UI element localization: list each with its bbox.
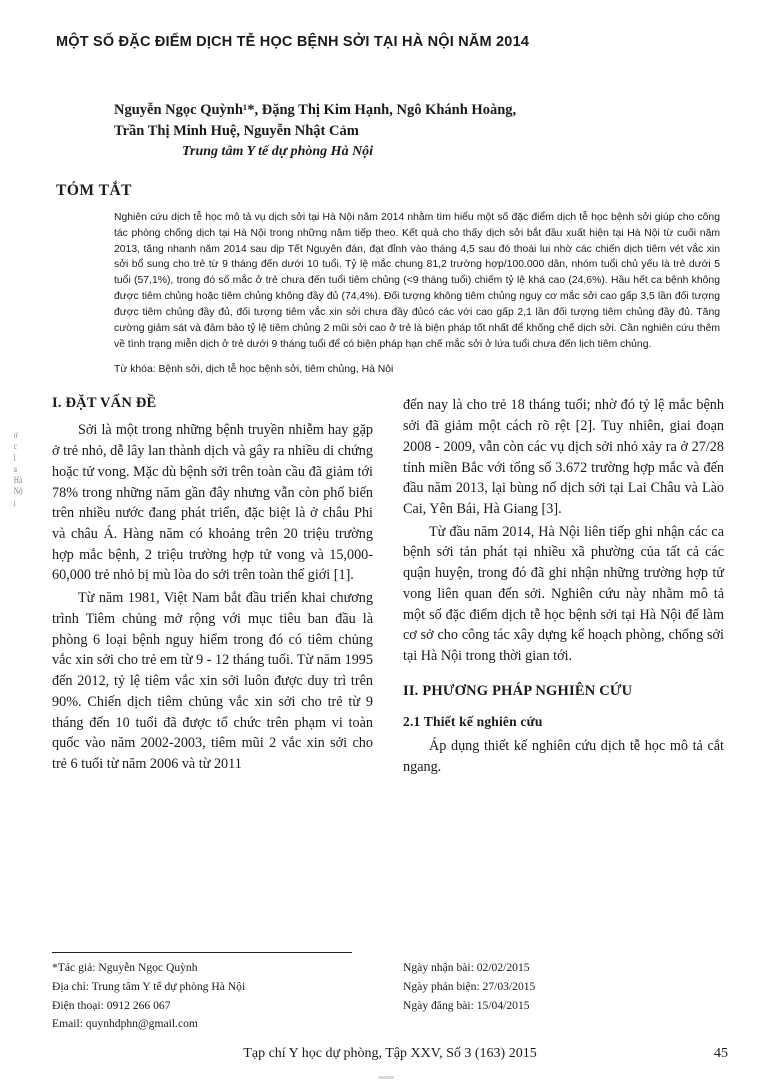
edge-mark: ơ: [13, 430, 18, 440]
author-affiliation: Trung tâm Y tế dự phòng Hà Nội: [182, 144, 374, 160]
footnote-line: Ngày nhận bài: 02/02/2015: [403, 961, 530, 974]
article-content: [52, 30, 724, 779]
scan-artifact: [378, 1076, 394, 1079]
section-heading-2: II. PHƯƠNG PHÁP NGHIÊN CỨU: [403, 682, 633, 699]
paragraph: Sởi là một trong những bệnh truyền nhiễm hay gặp ở trẻ nhỏ, dễ lây lan thành dịch và gây ra nhiều di chứng hoặc tử vong. Mặc dù bệnh sởi trên toàn cầu đã giảm tới 78% trong những năm gần đây nhưng vẫn còn phổ biến trên nhiều nước đang phát triển, đặc biệt là ở châu Phi và châu Á. Hàng năm có khoảng trên 20 triệu trường hợp mắc bệnh, 2 triệu trường hợp tử vong và 15,000-60,000 trẻ nhỏ bị mù lòa do sởi trên toàn thế giới [1].: [52, 422, 373, 584]
edge-mark: l: [13, 452, 16, 463]
page-edge-artifacts: [12, 430, 30, 509]
edge-mark: Nộ: [13, 486, 23, 497]
edge-mark: c: [13, 441, 17, 452]
keywords: Từ khóa: Bệnh sởi, dịch tễ học bệnh sởi, tiêm chủng, Hà Nội: [114, 364, 394, 376]
author-line-1: Nguyễn Ngọc Quỳnh¹*, Đặng Thị Kim Hạnh, Ngô Khánh Hoàng,: [114, 102, 517, 118]
paragraph: đến nay là cho trẻ 18 tháng tuổi; nhờ đó tỷ lệ mắc bệnh sởi đã giảm một cách rõ rệt [2]. Tuy nhiên, giai đoạn 2008 - 2009, vẫn còn các vụ dịch sởi nhỏ xảy ra ở 27/28 tỉnh miền Bắc với tổng số 3.672 trường hợp mắc và đến đầu năm 2013, lại bùng nổ dịch sởi tại Lai Châu và Lào Cai, Yên Bái, Hà Giang [3].: [403, 397, 724, 518]
footnote-line: *Tác giả: Nguyễn Ngọc Quỳnh: [52, 961, 198, 974]
author-line-2: Trần Thị Minh Huệ, Nguyễn Nhật Cảm: [114, 123, 359, 140]
paragraph: Từ đầu năm 2014, Hà Nội liên tiếp ghi nhận các ca bệnh sởi tản phát tại nhiều xã phường của tất cả các quận huyện, trong đó đã ghi nhận những trường hợp tử vong liên quan đến sởi. Nghiên cứu này nhằm mô tả một số đặc điểm dịch tễ học bệnh sởi tại Hà Nội để làm cơ sở cho công tác xây dựng kế hoạch phòng, chống sởi tại Hà Nội trong thời gian tới.: [403, 523, 724, 665]
journal-footer: Tạp chí Y học dự phòng, Tập XXV, Số 3 (163) 2015: [243, 1046, 537, 1061]
footnote-line: Ngày đăng bài: 15/04/2015: [403, 998, 530, 1012]
footnote-line: Ngày phản biện: 27/03/2015: [403, 979, 536, 993]
footnote-line: Email: quynhdphn@gmail.com: [52, 1017, 198, 1031]
page-title: MỘT SỐ ĐẶC ĐIỂM DỊCH TỄ HỌC BỆNH SỞI TẠI HÀ NỘI NĂM 2014: [56, 34, 530, 50]
paragraph: Áp dụng thiết kế nghiên cứu dịch tễ học mô tả cắt ngang.: [403, 737, 724, 775]
edge-mark: Hà: [13, 475, 23, 485]
footnotes-area: [52, 952, 724, 1034]
section-subheading-2-1: 2.1 Thiết kế nghiên cứu: [403, 713, 543, 729]
section-heading-1: I. ĐẶT VẤN ĐỀ: [52, 395, 157, 412]
edge-mark: a: [13, 463, 17, 474]
footnote-line: Địa chỉ: Trung tâm Y tế dự phòng Hà Nội: [52, 979, 246, 993]
page-number: 45: [714, 1046, 728, 1061]
footnote-divider: [52, 952, 352, 953]
body-columns: [52, 395, 724, 779]
column-right: [403, 395, 724, 779]
footnote-contact: [52, 959, 373, 1034]
author-list: [114, 100, 724, 142]
edge-mark: i: [13, 497, 16, 508]
abstract-heading: TÓM TẮT: [56, 182, 132, 200]
abstract-text: Nghiên cứu dịch tễ học mô tả vụ dịch sởi tại Hà Nội năm 2014 nhằm tìm hiểu một số đặc điểm dịch tễ học bệnh sởi giúp cho công tác phòng chống dịch tại Hà Nội trong những năm tiếp theo. Kết quả cho thấy dịch sởi bắt đầu xuất hiện tại Hà Nội từ cuối năm 2013, tăng nhanh năm 2014 sau dịp Tết Nguyên đán, đạt đỉnh vào tháng 4,5 sau đó thoái lui nhờ các chiến dịch tiêm vét vắc xin sởi bổ sung cho trẻ từ 9 tháng đến dưới 10 tuổi. Tỷ lệ mắc chung 81,2 trường hợp/100.000 dân, nhóm tuổi chủ yếu là trẻ dưới 5 tuổi (57,1%), trong đó số mắc ở trẻ chưa đến tuổi tiêm chủng (<9 tháng tuổi) chiếm tỷ lệ khá cao (24,6%). Hầu hết ca bệnh không được tiêm chủng hoặc tiêm chủng không đầy đủ (74,4%). Đối tượng không tiêm chủng nguy cơ mắc sởi cao gấp 3,5 lần đối tượng được tiêm chủng đầy đủ, đối tượng tiêm vắc xin sởi chưa đầy đủcó các với cao gấp 2,1 lần đối tượng tiêm chủng đầy đủ. Tăng cường giảm sát và đảm bảo tỷ lệ tiêm chủng 2 mũi sởi cao ở trẻ là biện pháp tốt nhất để khống chế dịch sởi. Cần nghiên cứu thêm về tình trạng miễn dịch ở trẻ dưới 9 tháng tuổi để có biện pháp hạn chế mắc sởi ở lứa tuổi chưa đến lịch tiêm chủng.: [114, 212, 720, 350]
paragraph: Từ năm 1981, Việt Nam bắt đầu triển khai chương trình Tiêm chủng mở rộng với mục tiêu ban đầu là phòng 6 loại bệnh nguy hiểm trong đó có tiêm chủng vắc xin sởi cho trẻ em từ 9 - 12 tháng tuổi. Từ năm 1995 đến 2012, tỷ lệ tiêm vắc xin sởi luôn được duy trì trên 90%. Chiến dịch tiêm chủng vắc xin sởi cho trẻ từ 9 tháng đến 10 tuổi đã được tổ chức trên phạm vi toàn quốc vào năm 2002-2003, tiêm mũi 2 vắc xin sởi cho trẻ 6 tuổi từ năm 2006 và từ 2011: [52, 590, 373, 773]
footnote-line: Điện thoại: 0912 266 067: [52, 998, 171, 1012]
footnote-dates: [403, 959, 724, 1034]
column-left: [52, 395, 373, 779]
